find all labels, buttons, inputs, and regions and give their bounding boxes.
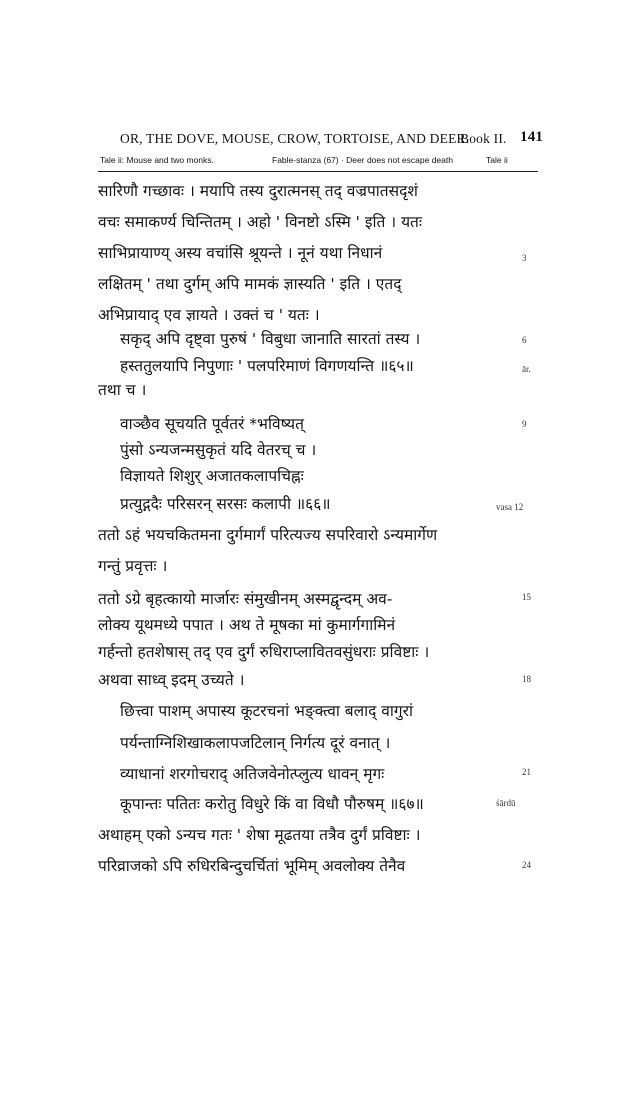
- verse-line: पुंसो ऽन्यजन्मसुकृतं यदि वेतरच् च ।: [120, 441, 317, 459]
- line-number: 6: [522, 335, 527, 345]
- text-line: गन्तुं प्रवृत्तः ।: [98, 557, 168, 575]
- text-line: ततो ऽहं भयचकितमना दुर्गमार्गं परित्यज्य सपरिवारो ऽन्यमार्गेण: [98, 526, 438, 544]
- metre-note: ār.: [522, 364, 531, 374]
- header-rule: [98, 171, 538, 172]
- running-head: [120, 131, 580, 153]
- text-line: अथाहम् एको ऽन्यच गतः ' शेषा मूढतया तत्रैव दुर्गं प्रविष्टाः ।: [98, 826, 421, 844]
- metre-note: śārdū: [496, 798, 516, 808]
- text-line: गर्हन्तो हतशेषास् तद् एव दुर्गं रुधिराप्लावितवसुंधराः प्रविष्टाः ।: [98, 643, 430, 661]
- page-number: 141: [520, 129, 544, 145]
- text-line: लोक्य यूथमध्ये पपात । अथ ते मूषका मां कुमार्गगामिनं: [98, 616, 396, 634]
- subheading-notes: [100, 155, 560, 171]
- running-title: OR, THE DOVE, MOUSE, CROW, TORTOISE, AND DEER.: [120, 131, 470, 146]
- text-line: अभिप्रायाद् एव ज्ञायते । उक्तं च ' यतः ।: [98, 306, 320, 324]
- line-number: 18: [522, 674, 531, 684]
- verse-line: वाञ्छैव सूचयति पूर्वतरं *भविष्यत्: [120, 415, 304, 433]
- verse-line: हस्ततुलयापि निपुणाः ' पलपरिमाणं विगणयन्ति ॥६५॥: [120, 357, 414, 375]
- text-line: वचः समाकर्ण्य चिन्तितम् । अहो ' विनष्टो ऽस्मि ' इति । यतः: [98, 213, 423, 231]
- text-line: तथा च ।: [98, 381, 147, 399]
- metre-note: vasa 12: [496, 502, 524, 512]
- text-line: परिव्राजको ऽपि रुधिरबिन्दुचर्चितां भूमिम् अवलोक्य तेनैव: [98, 857, 406, 875]
- text-line: साभिप्रायाण्य् अस्य वचांसि श्रूयन्ते । नूनं यथा निधानं: [98, 244, 383, 262]
- text-line: अथवा साध्व् इदम् उच्यते ।: [98, 671, 245, 689]
- line-number: 24: [522, 860, 531, 870]
- verse-line: कूपान्तः पतितः करोतु विधुरे किं वा विधौ पौरुषम् ॥६७॥: [120, 795, 424, 813]
- center-note: Fable-stanza (67) · Deer does not escape death: [272, 155, 453, 165]
- verse-line: प्रत्युद्गदैः परिसरन् सरसः कलापी ॥६६॥: [120, 495, 331, 513]
- verse-line: विज्ञायते शिशुर् अजातकलापचिह्नः: [120, 467, 304, 485]
- line-number: 21: [522, 767, 531, 777]
- text-line: ततो ऽग्रे बृहत्कायो मार्जारः संमुखीनम् अस्मद्वृन्दम् अव-: [98, 590, 393, 608]
- verse-line: व्याधानां शरगोचराद् अतिजवेनोत्प्लुत्य धावन् मृगः: [120, 765, 385, 783]
- line-number: 3: [522, 253, 527, 263]
- right-note: Tale ii: [486, 155, 508, 165]
- verse-line: सकृद् अपि दृष्ट्वा पुरुषं ' विबुधा जानाति सारतां तस्य ।: [120, 330, 421, 348]
- line-number: 9: [522, 419, 527, 429]
- line-number: 15: [522, 592, 531, 602]
- left-note: Tale ii: Mouse and two monks.: [100, 155, 214, 165]
- text-line: लक्षितम् ' तथा दुर्गम् अपि मामकं ज्ञास्यति ' इति । एतद्: [98, 275, 402, 293]
- verse-line: छित्त्वा पाशम् अपास्य कूटरचनां भङ्क्त्वा बलाद् वागुरां: [120, 702, 414, 720]
- verse-line: पर्यन्ताग्निशिखाकलापजटिलान् निर्गत्य दूरं वनात् ।: [120, 734, 391, 752]
- text-line: सारिणौ गच्छावः । मयापि तस्य दुरात्मनस् तद् वज्रपातसदृशं: [98, 182, 418, 200]
- book-label: Book II.: [460, 131, 507, 146]
